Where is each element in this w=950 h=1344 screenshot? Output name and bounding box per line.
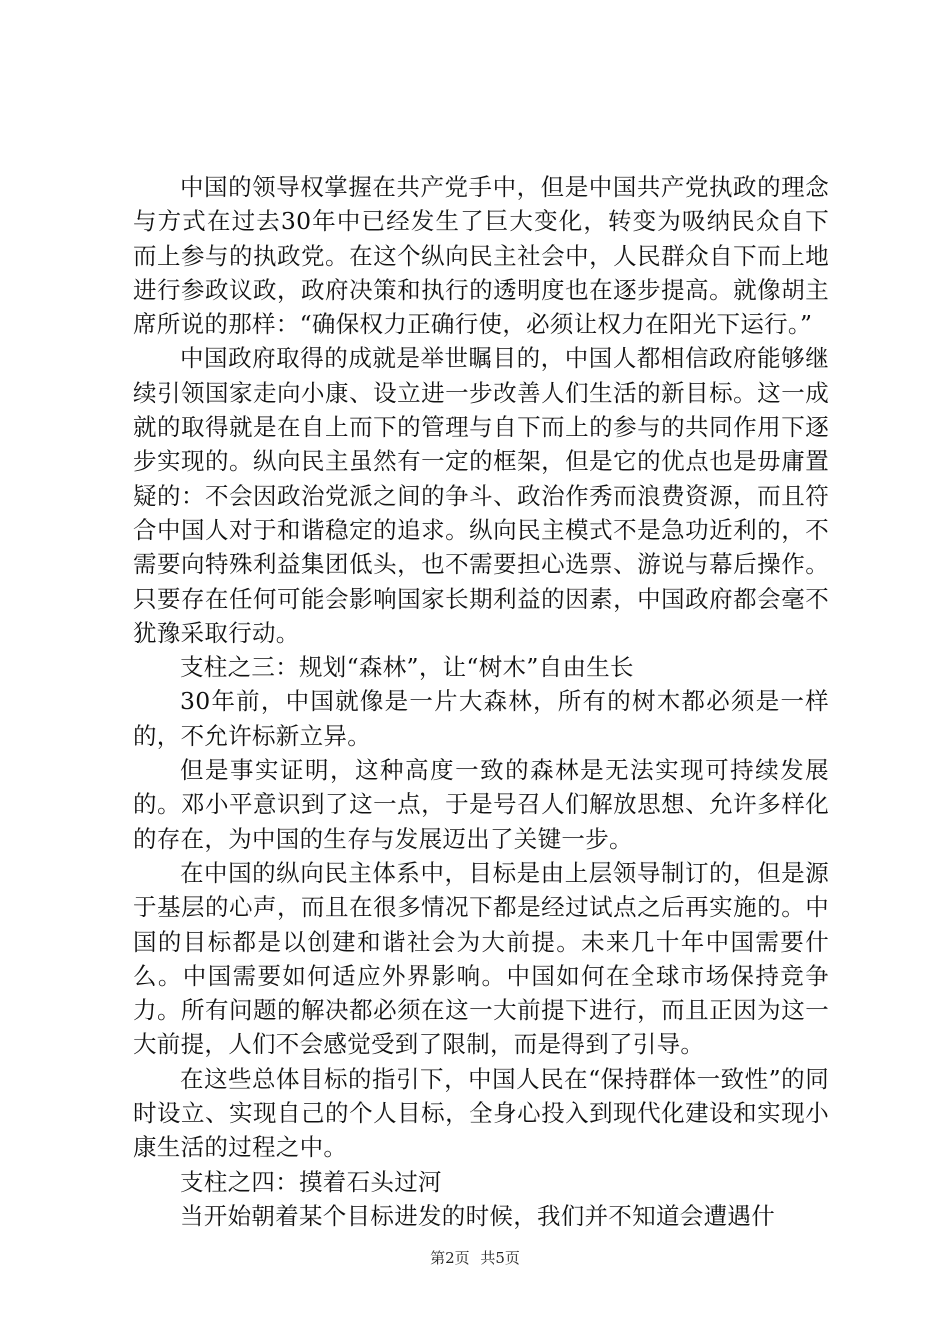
document-body <box>133 170 829 1233</box>
section-heading-pillar-three: 支柱之三：规划“森林”，让“树木”自由生长 <box>180 653 634 682</box>
paragraph-crossing-river: 当开始朝着某个目标进发的时候，我们并不知道会遭遇什 <box>180 1201 775 1230</box>
paragraph-forest: 30年前，中国就像是一片大森林，所有的树木都必须是一样的，不允许标新立异。 <box>133 687 829 750</box>
page-number: 第2页 <box>430 1249 470 1267</box>
paragraph-deng-xiaoping: 但是事实证明，这种高度一致的森林是无法实现可持续发展的。邓小平意识到了这一点，于是号召人们解放思想、允许多样化的存在，为中国的生存与发展迈出了关键一步。 <box>133 756 829 853</box>
paragraph-leadership: 中国的领导权掌握在共产党手中，但是中国共产党执政的理念与方式在过去30年中已经发生了巨大变化，转变为吸纳民众自下而上参与的执政党。在这个纵向民主社会中，人民群众自下而上地进行参政议政，政府决策和执行的透明度也在逐步提高。就像胡主席所说的那样：“确保权力正确行使，必须让权力在阳光下运行。” <box>133 173 829 339</box>
paragraph-goals: 在中国的纵向民主体系中，目标是由上层领导制订的，但是源于基层的心声，而且在很多情况下都是经过试点之后再实施的。中国的目标都是以创建和谐社会为大前提。未来几十年中国需要什么。中国需要如何适应外界影响。中国如何在全球市场保持竞争力。所有问题的解决都必须在这一大前提下进行，而且正因为这一大前提，人们不会感觉受到了限制，而是得到了引导。 <box>133 858 829 1059</box>
section-heading-pillar-four: 支柱之四：摸着石头过河 <box>180 1167 442 1196</box>
paragraph-individual-goals: 在这些总体目标的指引下，中国人民在“保持群体一致性”的同时设立、实现自己的个人目标，全身心投入到现代化建设和实现小康生活的过程之中。 <box>133 1064 829 1162</box>
page-footer <box>0 1248 950 1268</box>
total-pages: 共5页 <box>480 1249 520 1267</box>
paragraph-achievements: 中国政府取得的成就是举世瞩目的，中国人都相信政府能够继续引领国家走向小康、设立进一步改善人们生活的新目标。这一成就的取得就是在自上而下的管理与自下而上的参与的共同作用下逐步实现的。纵向民主虽然有一定的框架，但是它的优点也是毋庸置疑的：不会因政治党派之间的争斗、政治作秀而浪费资源，而且符合中国人对于和谐稳定的追求。纵向民主模式不是急功近利的，不需要向特殊利益集团低头，也不需要担心选票、游说与幕后操作。只要存在任何可能会影响国家长期利益的因素，中国政府都会毫不犹豫采取行动。 <box>133 344 829 647</box>
